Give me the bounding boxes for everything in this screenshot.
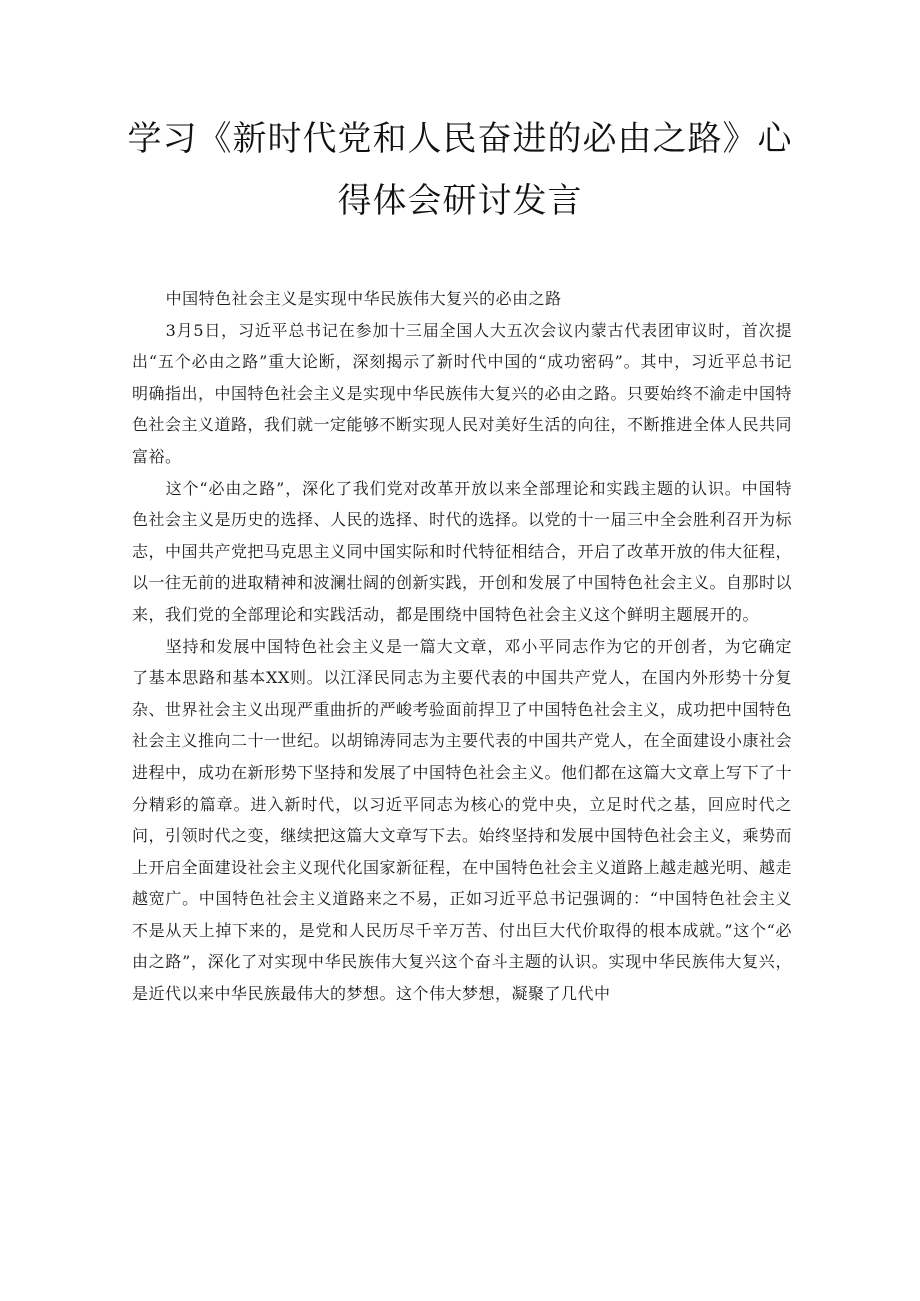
document-body: [132, 283, 792, 1010]
paragraph: 坚持和发展中国特色社会主义是一篇大文章，邓小平同志作为它的开创者，为它确定了基本思路和基本XX则。以江泽民同志为主要代表的中国共产党人，在国内外形势十分复杂、世界社会主义出现严重曲折的严峻考验面前捍卫了中国特色社会主义，成功把中国特色社会主义推向二十一世纪。以胡锦涛同志为主要代表的中国共产党人，在全面建设小康社会进程中，成功在新形势下坚持和发展了中国特色社会主义。他们都在这篇大文章上写下了十分精彩的篇章。进入新时代，以习近平同志为核心的党中央，立足时代之基，回应时代之问，引领时代之变，继续把这篇大文章写下去。始终坚持和发展中国特色社会主义，乘势而上开启全面建设社会主义现代化国家新征程，在中国特色社会主义道路上越走越光明、越走越宽广。中国特色社会主义道路来之不易，正如习近平总书记强调的：“中国特色社会主义不是从天上掉下来的，是党和人民历尽千辛万苦、付出巨大代价取得的根本成就。”这个“必由之路”，深化了对实现中华民族伟大复兴这个奋斗主题的认识。实现中华民族伟大复兴，是近代以来中华民族最伟大的梦想。这个伟大梦想，凝聚了几代中: [132, 636, 793, 1004]
paragraph: 3月5日，习近平总书记在参加十三届全国人大五次会议内蒙古代表团审议时，首次提出“五个必由之路”重大论断，深刻揭示了新时代中国的“成功密码”。其中，习近平总书记明确指出，中国特色社会主义是实现中华民族伟大复兴的必由之路。只要始终不渝走中国特色社会主义道路，我们就一定能够不断实现人民对美好生活的向往，不断推进全体人民共同富裕。: [132, 320, 793, 466]
paragraph: 这个“必由之路”，深化了我们党对改革开放以来全部理论和实践主题的认识。中国特色社会主义是历史的选择、人民的选择、时代的选择。以党的十一届三中全会胜利召开为标志，中国共产党把马克思主义同中国实际和时代特征相结合，开启了改革开放的伟大征程，以一往无前的进取精神和波澜壮阔的创新实践，开创和发展了中国特色社会主义。自那时以来，我们党的全部理论和实践活动，都是围绕中国特色社会主义这个鲜明主题展开的。: [132, 478, 793, 624]
paragraph-subtitle: 中国特色社会主义是实现中华民族伟大复兴的必由之路: [165, 289, 562, 308]
document-title: 学习《新时代党和人民奋进的必由之路》心得体会研讨发言: [127, 119, 793, 221]
